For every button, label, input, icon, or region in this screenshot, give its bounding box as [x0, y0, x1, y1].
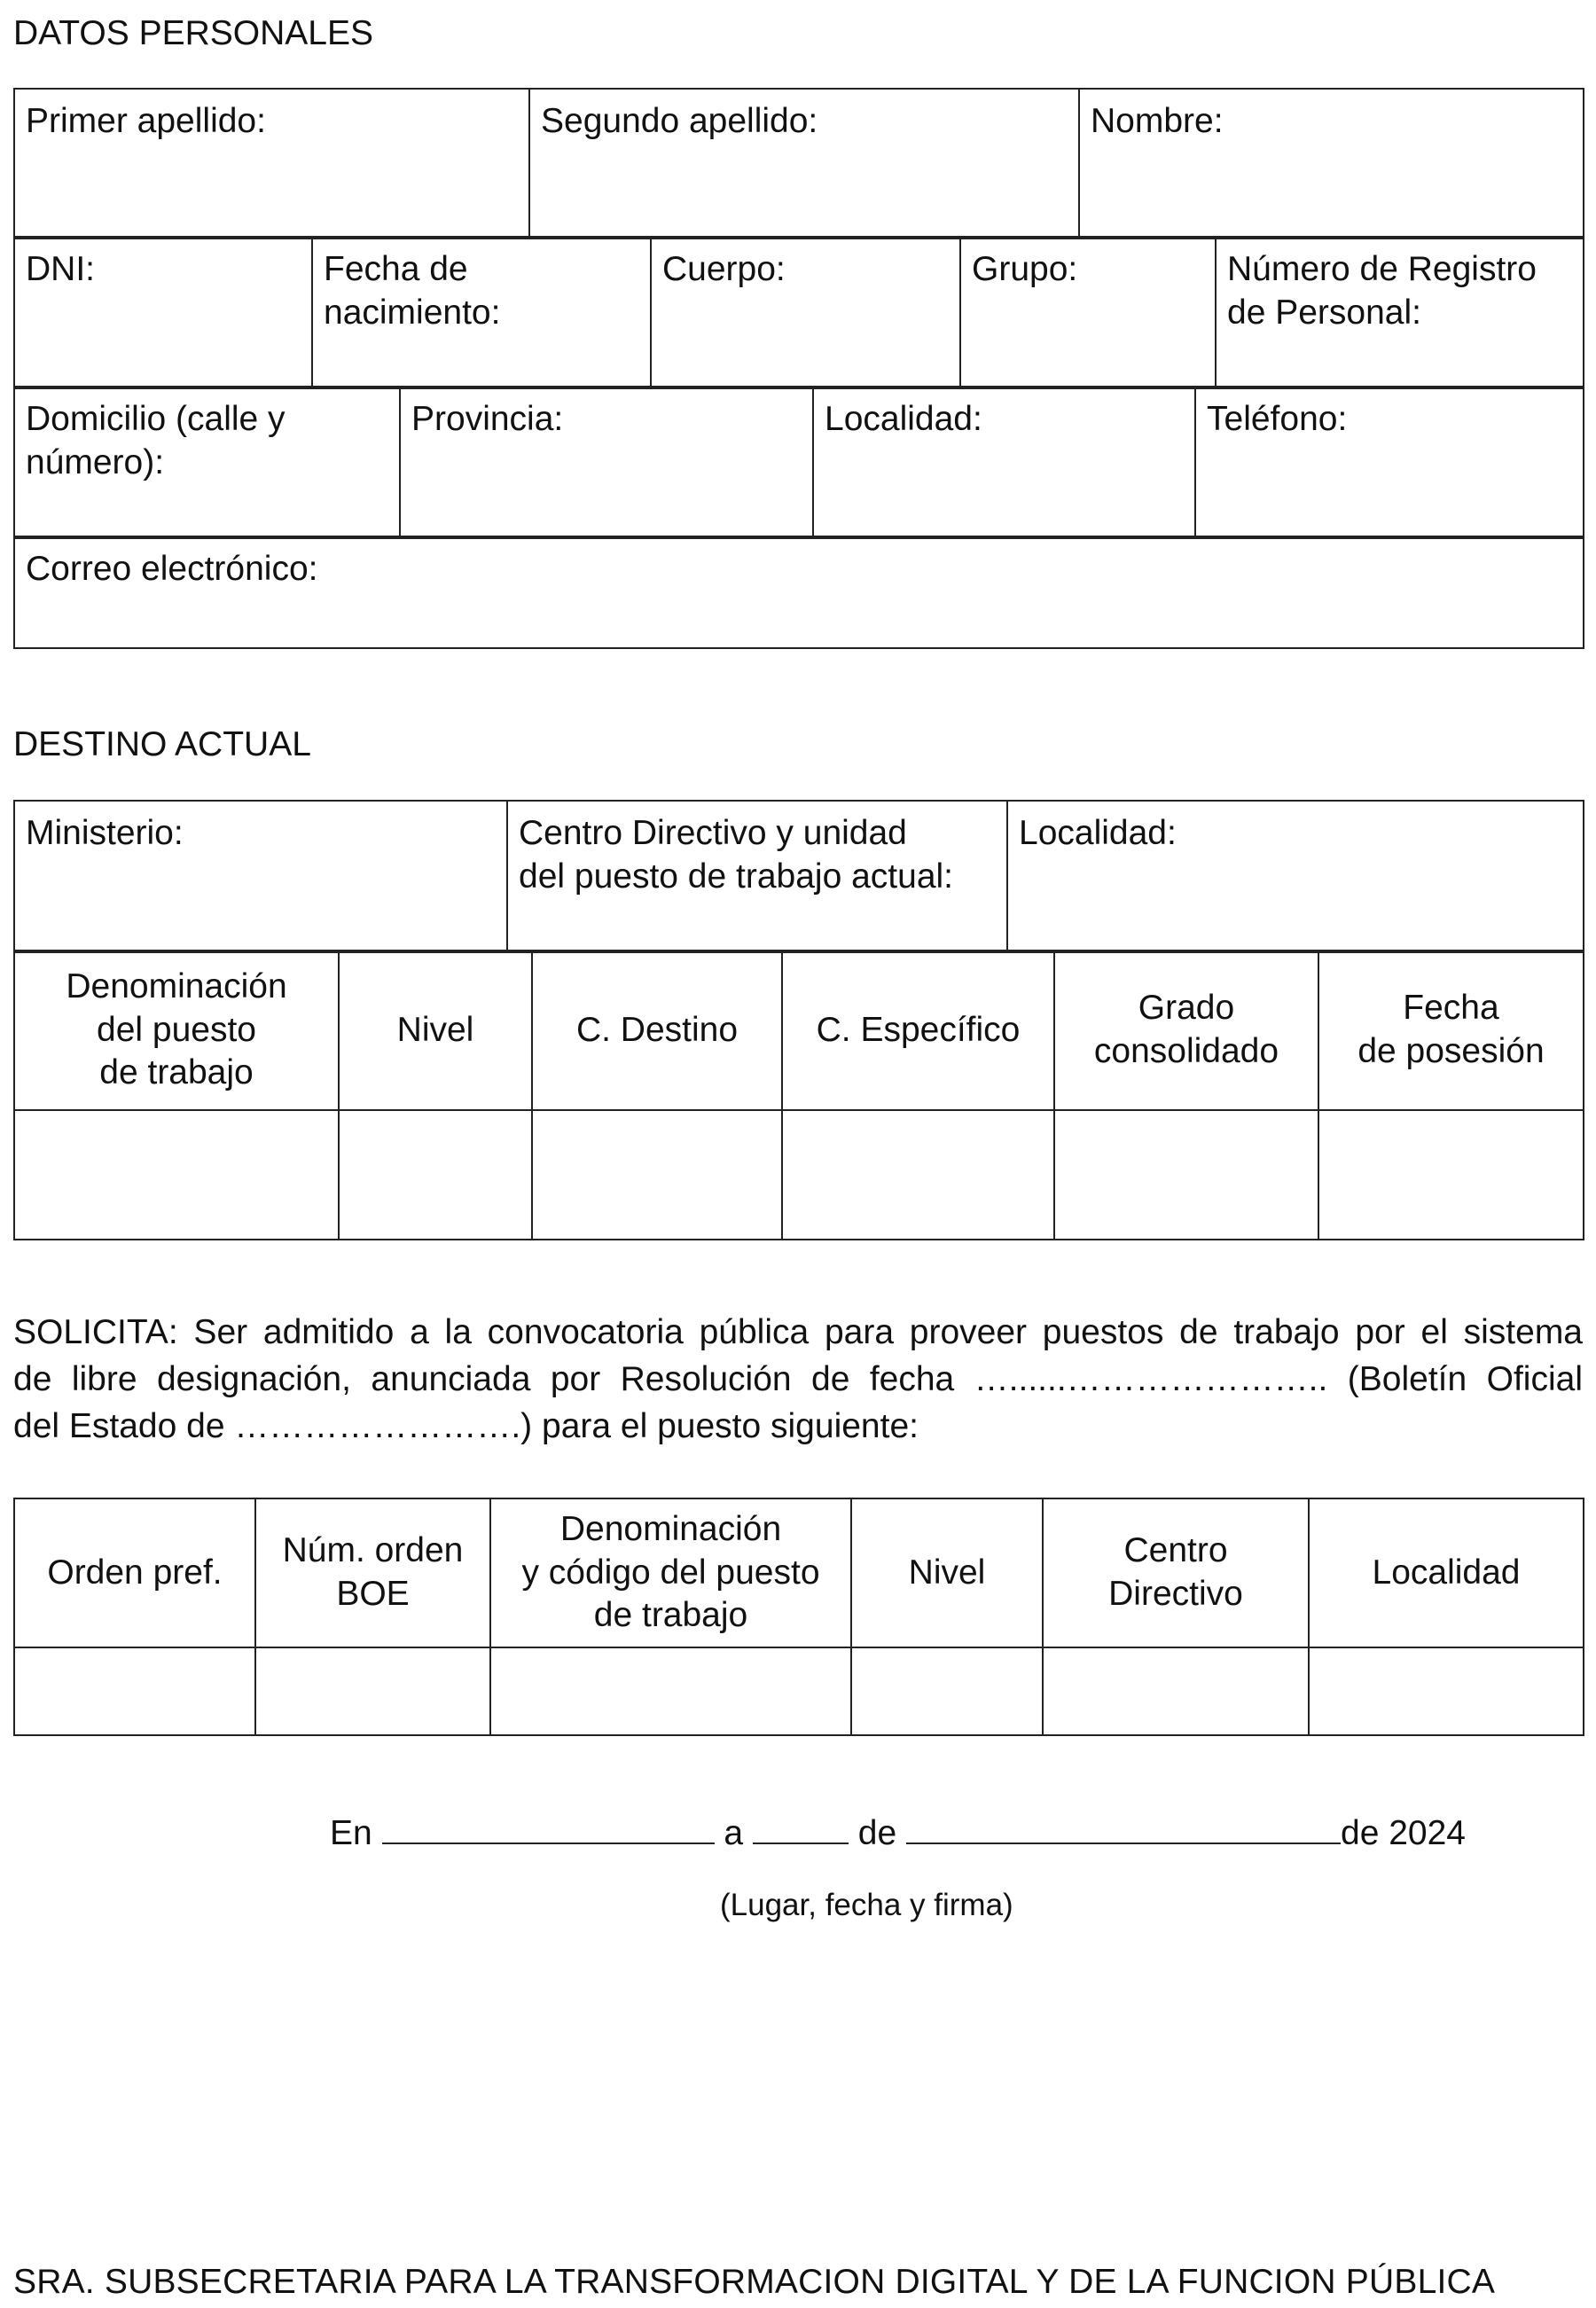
personal-data-table-row1: [13, 88, 1584, 239]
input-c-destino[interactable]: [532, 1110, 782, 1240]
label-fecha-nacimiento: Fecha de nacimiento:: [324, 250, 501, 332]
input-num-orden-boe[interactable]: [255, 1647, 490, 1735]
label-primer-apellido: Primer apellido:: [26, 102, 266, 140]
field-segundo-apellido[interactable]: [529, 89, 1079, 239]
field-localidad[interactable]: [813, 387, 1195, 538]
label-dni: DNI:: [26, 250, 95, 288]
header-c-especifico: C. Específico: [782, 951, 1054, 1110]
field-centro-directivo-actual[interactable]: [507, 801, 1007, 952]
label-nrp: Número de Registro de Personal:: [1227, 250, 1537, 332]
header-fecha-posesion: Fecha de posesión: [1318, 951, 1584, 1110]
input-c-especifico[interactable]: [782, 1110, 1054, 1240]
header-grado-consolidado: Grado consolidado: [1054, 951, 1318, 1110]
label-provincia: Provincia:: [411, 400, 564, 438]
signature-a-label: a: [724, 1814, 744, 1852]
header-localidad-solicitada: Localidad: [1309, 1498, 1584, 1647]
label-cuerpo: Cuerpo:: [662, 250, 786, 288]
input-grado-consolidado[interactable]: [1054, 1110, 1318, 1240]
input-nivel[interactable]: [339, 1110, 532, 1240]
input-orden-pref[interactable]: [14, 1647, 255, 1735]
header-orden-pref: Orden pref.: [14, 1498, 255, 1647]
signature-month-blank[interactable]: [906, 1809, 1341, 1844]
header-denominacion-codigo: Denominación y código del puesto de trabajo: [490, 1498, 851, 1647]
header-centro-directivo: Centro Directivo: [1043, 1498, 1309, 1647]
solicita-line-1: SOLICITA: Ser admitido a la convocatoria pública para proveer puestos de trabajo por el sistema: [13, 1313, 1583, 1351]
header-denominacion: Denominación del puesto de trabajo: [14, 951, 339, 1110]
label-nombre: Nombre:: [1091, 102, 1224, 140]
field-provincia[interactable]: [400, 387, 813, 538]
destino-table-puesto: [13, 950, 1584, 1240]
field-ministerio[interactable]: [14, 801, 507, 952]
header-nivel: Nivel: [339, 951, 532, 1110]
signature-de-label: de: [857, 1814, 897, 1852]
section-heading-datos-personales: DATOS PERSONALES: [13, 14, 374, 52]
input-fecha-posesion[interactable]: [1318, 1110, 1584, 1240]
label-telefono: Teléfono:: [1207, 400, 1348, 438]
header-nivel-solicitado: Nivel: [851, 1498, 1043, 1647]
addressee: SRA. SUBSECRETARIA PARA LA TRANSFORMACION DIGITAL Y DE LA FUNCION PÚBLICA: [13, 2263, 1496, 2301]
input-localidad-solicitada[interactable]: [1309, 1647, 1584, 1735]
header-num-orden-boe: Núm. orden BOE: [255, 1498, 490, 1647]
field-primer-apellido[interactable]: [14, 89, 529, 239]
field-fecha-nacimiento[interactable]: [312, 237, 651, 388]
label-correo: Correo electrónico:: [26, 550, 318, 588]
input-nivel-solicitado[interactable]: [851, 1647, 1043, 1735]
input-denominacion[interactable]: [14, 1110, 339, 1240]
puestos-solicitados-table: [13, 1498, 1584, 1736]
signature-day-blank[interactable]: [753, 1809, 849, 1844]
field-domicilio[interactable]: [14, 387, 400, 538]
label-segundo-apellido: Segundo apellido:: [541, 102, 818, 140]
signature-en-label: En: [330, 1814, 372, 1852]
personal-data-table-row2: [13, 236, 1584, 389]
field-grupo[interactable]: [960, 237, 1216, 388]
field-correo[interactable]: [14, 536, 1584, 648]
label-localidad: Localidad:: [825, 400, 982, 438]
personal-data-table-row3: [13, 386, 1584, 539]
signature-caption: (Lugar, fecha y firma): [720, 1888, 1013, 1922]
field-localidad-actual[interactable]: [1007, 801, 1584, 952]
input-denominacion-codigo[interactable]: [490, 1647, 851, 1735]
signature-line: [330, 1809, 1466, 1856]
solicita-line-2: de libre designación, anunciada por Resolución de fecha …......………………….. (Boletín Oficial: [13, 1360, 1583, 1398]
solicita-line-3: del Estado de …………………….) para el puesto siguiente:: [13, 1407, 919, 1445]
label-localidad-actual: Localidad:: [1019, 814, 1177, 852]
label-grupo: Grupo:: [972, 250, 1078, 288]
input-centro-directivo[interactable]: [1043, 1647, 1309, 1735]
field-nrp[interactable]: [1216, 237, 1584, 388]
label-centro-directivo-actual: Centro Directivo y unidad del puesto de trabajo actual:: [519, 814, 954, 896]
field-nombre[interactable]: [1079, 89, 1584, 239]
field-telefono[interactable]: [1195, 387, 1584, 538]
solicita-paragraph: [13, 1309, 1583, 1450]
section-heading-destino-actual: DESTINO ACTUAL: [13, 725, 311, 763]
label-ministerio: Ministerio:: [26, 814, 184, 852]
header-c-destino: C. Destino: [532, 951, 782, 1110]
destino-table-row1: [13, 800, 1584, 953]
label-domicilio: Domicilio (calle y número):: [26, 400, 286, 481]
field-dni[interactable]: [14, 237, 312, 388]
signature-place-blank[interactable]: [382, 1809, 715, 1844]
field-cuerpo[interactable]: [651, 237, 960, 388]
signature-year-label: de 2024: [1341, 1814, 1466, 1852]
personal-data-table-row4: [13, 536, 1584, 649]
